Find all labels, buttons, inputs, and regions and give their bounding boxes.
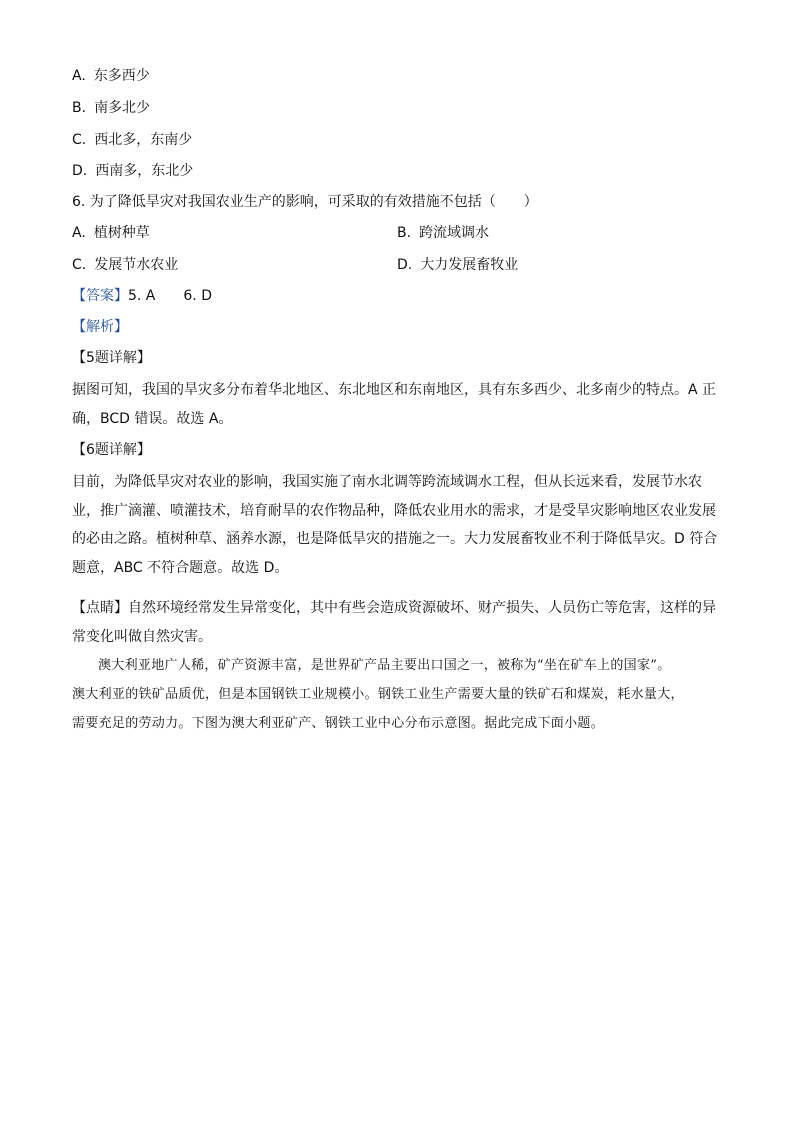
q6-stem: 6. 为了降低旱灾对我国农业生产的影响，可采取的有效措施不包括（ ） bbox=[72, 194, 538, 210]
detail5-line: 确，BCD 错误。故选 A。 bbox=[72, 410, 233, 427]
option-text: 植树种草 bbox=[93, 225, 150, 241]
answer-line bbox=[72, 287, 212, 305]
option-letter: C. bbox=[72, 257, 87, 273]
option-letter: D. bbox=[72, 163, 88, 179]
q5-option-d bbox=[72, 162, 193, 180]
option-text: 发展节水农业 bbox=[94, 257, 179, 273]
detail5-body bbox=[72, 376, 722, 433]
option-text: 南多北少 bbox=[94, 100, 151, 116]
tips-line: 常变化叫做自然灾害。 bbox=[72, 628, 212, 645]
detail6-line: 目前，为降低旱灾对农业的影响，我国实施了南水北调等跨流域调水工程，但从长远来看，发展节水农 bbox=[72, 474, 702, 490]
material-line: 需要充足的劳动力。下图为澳大利亚矿产、钢铁工业中心分布示意图。据此完成下面小题。 bbox=[72, 716, 605, 731]
option-text: 西北多，东南少 bbox=[94, 132, 193, 148]
q6-option-a bbox=[72, 225, 150, 241]
option-letter: D. bbox=[397, 257, 413, 273]
q6-options-row-1 bbox=[72, 224, 722, 242]
q6-options-row-2 bbox=[72, 256, 722, 274]
option-letter: A. bbox=[72, 225, 86, 241]
analysis-label: 【解析】 bbox=[72, 319, 128, 335]
option-text: 大力发展畜牧业 bbox=[420, 257, 519, 273]
material-line: 澳大利亚地广人稀，矿产资源丰富，是世界矿产品主要出口国之一，被称为“坐在矿车上的国家”。 bbox=[98, 658, 671, 673]
q6-option-b bbox=[397, 224, 489, 242]
detail6-line: 的必由之路。植树种草、涵养水源，也是降低旱灾的措施之一。大力发展畜牧业不利于降低旱灾。D 符合 bbox=[72, 531, 718, 547]
detail5-line: 据图可知，我国的旱灾多分布着华北地区、东北地区和东南地区，具有东多西少、北多南少的特点。A 正 bbox=[72, 382, 717, 398]
detail6-line: 题意，ABC 不符合题意。故选 D。 bbox=[72, 559, 289, 576]
option-letter: B. bbox=[397, 225, 412, 241]
tips-line: 【点睛】自然环境经常发生异常变化，其中有些会造成资源破坏、财产损失、人员伤亡等危害，这样的异 bbox=[72, 600, 716, 616]
material-paragraph bbox=[72, 651, 722, 738]
answer-label: 【答案】 bbox=[72, 288, 128, 304]
q6-option-d bbox=[397, 256, 518, 274]
material-line: 澳大利亚的铁矿品质优，但是本国钢铁工业规模小。钢铁工业生产需要大量的铁矿石和煤炭，耗水量大， bbox=[72, 687, 684, 702]
detail6-label: 【6题详解】 bbox=[72, 442, 151, 458]
detail5-label: 【5题详解】 bbox=[72, 350, 151, 366]
answer-value: 5. A 6. D bbox=[128, 288, 212, 304]
q5-option-b bbox=[72, 99, 150, 117]
q5-option-c bbox=[72, 131, 192, 149]
q5-option-a bbox=[72, 67, 150, 85]
option-text: 东多西少 bbox=[93, 68, 150, 84]
detail6-line: 业，推广滴灌、喷灌技术，培育耐旱的农作物品种，降低农业用水的需求，才是受旱灾影响地区农业发展 bbox=[72, 502, 716, 519]
tips-body bbox=[72, 594, 722, 651]
option-text: 跨流域调水 bbox=[419, 225, 490, 241]
q6-option-c bbox=[72, 257, 178, 273]
detail6-body bbox=[72, 468, 722, 582]
option-letter: B. bbox=[72, 100, 87, 116]
option-text: 西南多，东北少 bbox=[95, 163, 194, 179]
option-letter: C. bbox=[72, 132, 87, 148]
option-letter: A. bbox=[72, 68, 86, 84]
